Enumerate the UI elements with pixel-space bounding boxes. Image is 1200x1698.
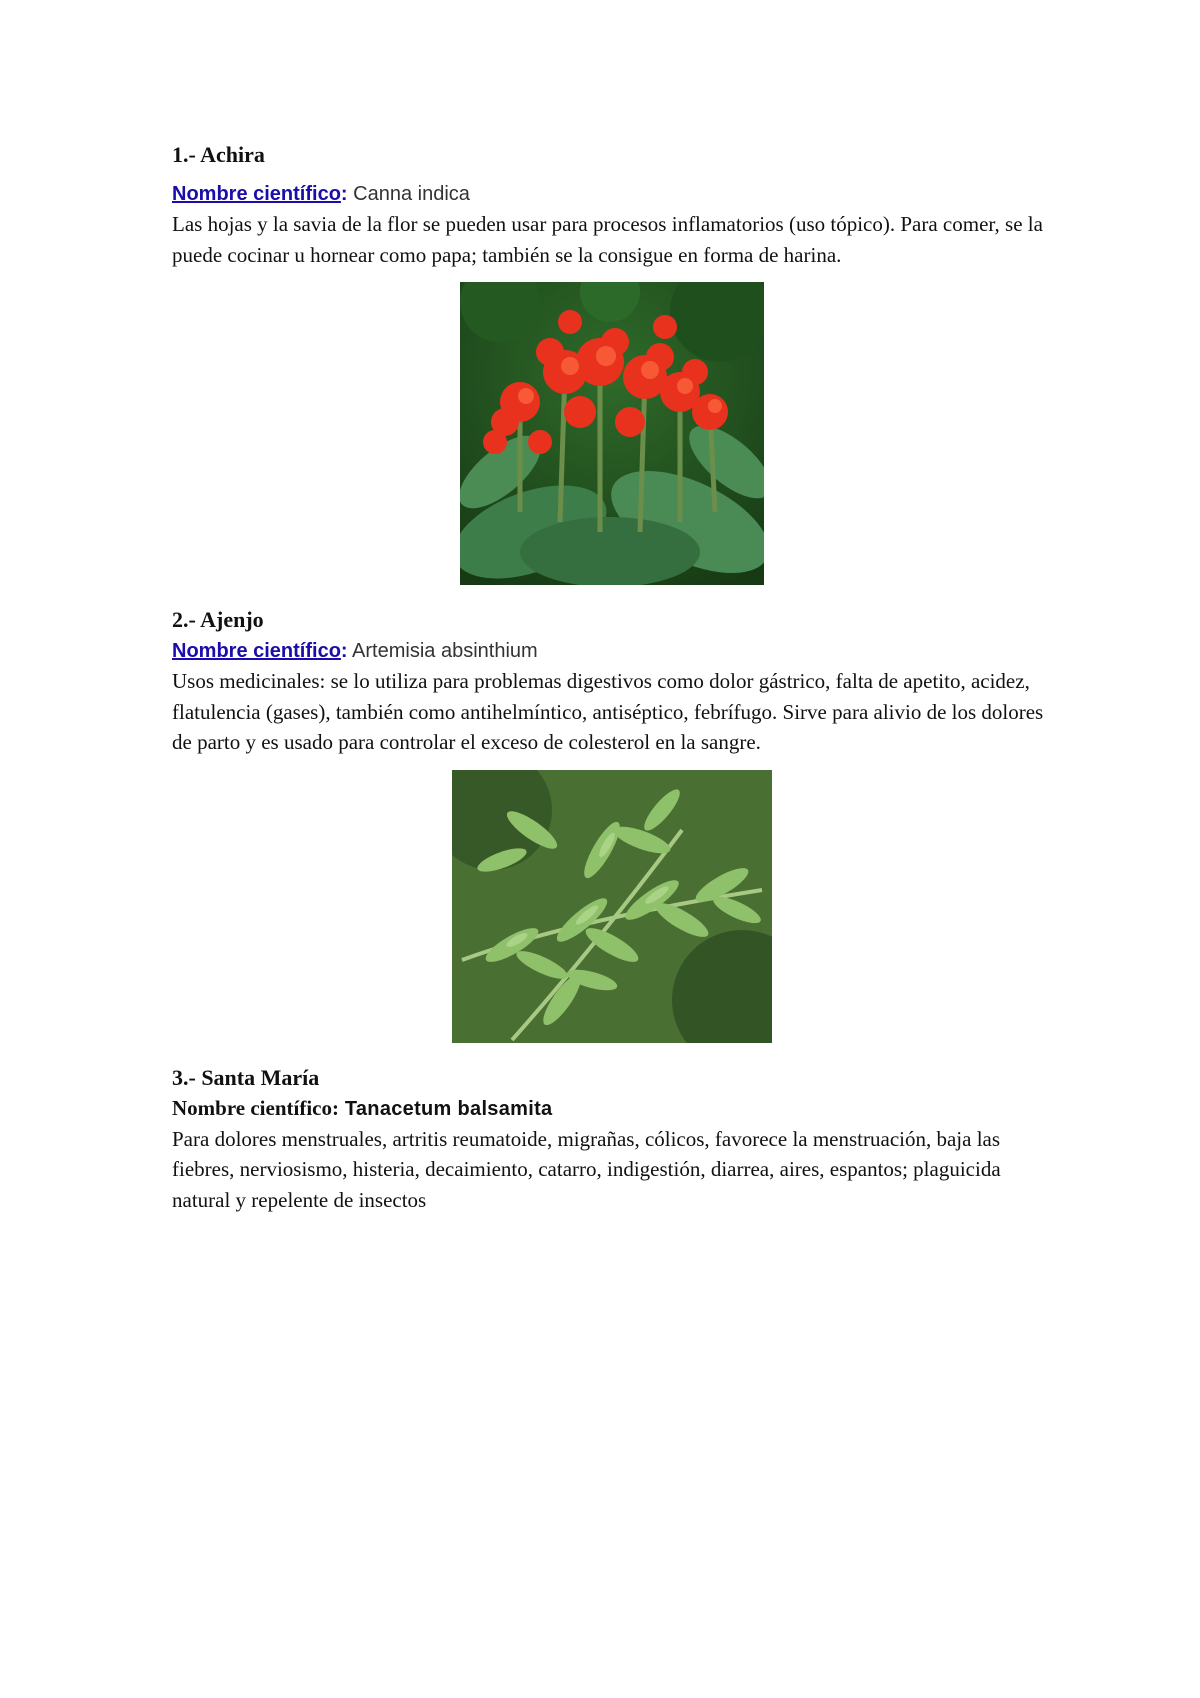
- scientific-name-line: [172, 1093, 1052, 1124]
- scientific-name-value: Artemisia absinthium: [347, 640, 538, 662]
- document-body: [172, 140, 1052, 1215]
- scientific-name-label: Nombre científico:: [172, 1095, 339, 1120]
- scientific-name-value: Canna indica: [347, 183, 470, 205]
- scientific-name-colon: :: [340, 183, 348, 205]
- entry-title: 3.- Santa María: [172, 1064, 320, 1090]
- entry-santa-maria: [172, 1063, 1052, 1216]
- scientific-name-link[interactable]: Nombre científico: [172, 640, 341, 662]
- entry-description: Las hojas y la savia de la flor se pueden usar para procesos inflamatorios (uso tópico). Para comer, se la puede cocinar u hornear como papa; también se la consigue en forma de harina.: [172, 212, 1043, 267]
- scientific-name-link[interactable]: Nombre científico: [172, 183, 341, 205]
- entry-description: Usos medicinales: se lo utiliza para problemas digestivos como dolor gástrico, falta de apetito, acidez, flatulencia (gases), también como antihelmíntico, antiséptico, febrífugo. Sirve para alivio de los dolores de parto y es usado para controlar el exceso de colesterol en la sangre.: [172, 669, 1044, 754]
- scientific-name-line: [172, 178, 1052, 209]
- scientific-name-line: [172, 635, 1052, 666]
- scientific-name-colon: :: [340, 640, 348, 662]
- scientific-name-value: Tanacetum balsamita: [338, 1097, 553, 1120]
- entry-title: 2.- Ajenjo: [172, 607, 264, 632]
- entry-title: 1.- Achira: [172, 142, 265, 167]
- entry-achira: [172, 140, 1052, 585]
- ajenjo-photo: [452, 770, 772, 1043]
- entry-ajenjo: [172, 605, 1052, 1043]
- achira-photo: [460, 282, 764, 585]
- entry-description: Para dolores menstruales, artritis reumatoide, migrañas, cólicos, favorece la menstruación, baja las fiebres, nerviosismo, histeria, decaimiento, catarro, indigestión, diarrea, aires, espantos; plaguicida natural y repelente de insectos: [172, 1126, 1001, 1212]
